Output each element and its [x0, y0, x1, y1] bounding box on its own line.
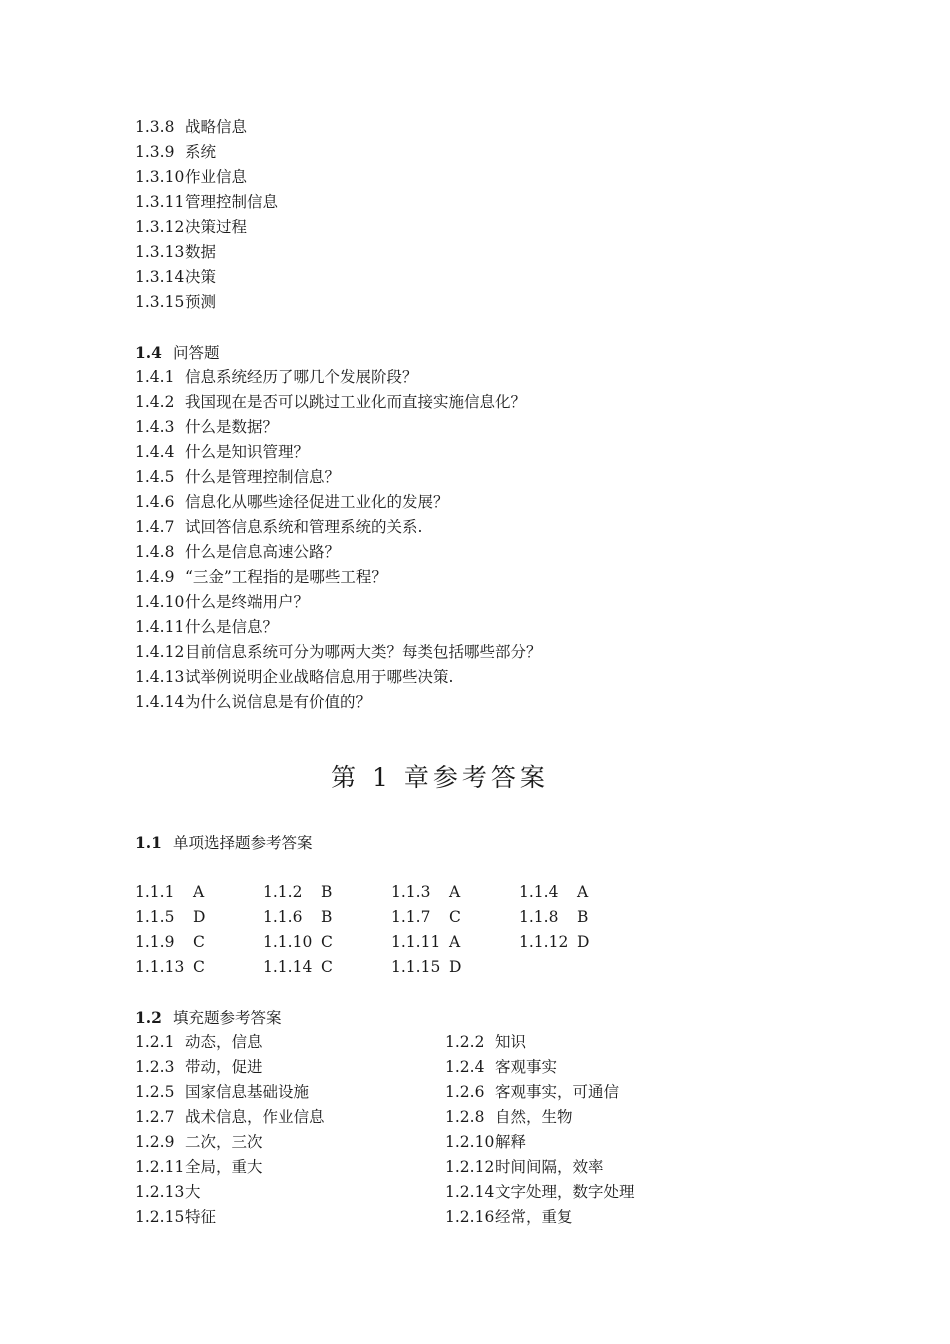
answer-row: [135, 1180, 835, 1205]
answer-cell: [519, 880, 647, 905]
answer-cell: [445, 1130, 755, 1155]
answer-number: 1.2.1: [135, 1033, 175, 1051]
answer-value: 文字处理，数字处理: [495, 1183, 635, 1201]
answer-value: C: [321, 933, 333, 951]
answer-number: 1.2.15: [135, 1208, 185, 1226]
question-item: [135, 365, 835, 390]
answer-value: D: [449, 958, 462, 976]
item-number: 1.3.14: [135, 268, 185, 286]
list-item: [135, 290, 835, 315]
item-text: 什么是数据？: [185, 418, 279, 436]
section-1-3-list: [135, 115, 835, 315]
question-item: [135, 465, 835, 490]
answer-row: [135, 1030, 835, 1055]
question-item: [135, 390, 835, 415]
item-number: 1.4.3: [135, 418, 175, 436]
answer-value: 客观事实，可通信: [495, 1083, 620, 1101]
answer-number: 1.2.11: [135, 1158, 185, 1176]
item-text: 我国现在是否可以跳过工业化而直接实施信息化？: [185, 393, 527, 411]
answer-value: 全局，重大: [185, 1158, 263, 1176]
answer-value: A: [577, 883, 589, 901]
question-item: [135, 665, 835, 690]
answer-cell: [391, 880, 519, 905]
answer-value: B: [321, 908, 333, 926]
answer-value: 国家信息基础设施: [185, 1083, 310, 1101]
list-item: [135, 190, 835, 215]
answer-number: 1.1.12: [519, 933, 569, 951]
answer-cell: [135, 1055, 445, 1080]
document-page: [135, 115, 835, 1230]
answer-number: 1.1.13: [135, 958, 185, 976]
item-number: 1.4.5: [135, 468, 175, 486]
item-text: “三金”工程指的是哪些工程？: [185, 568, 387, 586]
spacer: [135, 980, 835, 1005]
answer-value: 时间间隔，效率: [495, 1158, 604, 1176]
item-number: 1.3.8: [135, 118, 175, 136]
answer-value: 经常，重复: [495, 1208, 573, 1226]
item-text: 什么是管理控制信息？: [185, 468, 341, 486]
item-number: 1.4.1: [135, 368, 175, 386]
answer-value: A: [449, 883, 461, 901]
list-item: [135, 165, 835, 190]
answer-number: 1.2.14: [445, 1183, 495, 1201]
item-text: 什么是终端用户？: [185, 593, 310, 611]
answer-number: 1.1.2: [263, 883, 303, 901]
answer-value: 解释: [495, 1133, 527, 1151]
answer-row: [135, 1130, 835, 1155]
answer-value: C: [449, 908, 461, 926]
answer-value: B: [321, 883, 333, 901]
chapter-title: 第 1 章参考答案: [331, 763, 549, 792]
item-number: 1.4.12: [135, 643, 185, 661]
answer-cell: [519, 905, 647, 930]
item-text: 决策: [185, 268, 217, 286]
spacer: [135, 315, 835, 340]
answer-number: 1.2.4: [445, 1058, 485, 1076]
item-number: 1.4.6: [135, 493, 175, 511]
answer-cell: [445, 1055, 755, 1080]
answer-row: [135, 1055, 835, 1080]
answer-number: 1.2.2: [445, 1033, 485, 1051]
answers-1-1-grid: [135, 880, 835, 980]
item-number: 1.3.9: [135, 143, 175, 161]
question-item: [135, 690, 835, 715]
answer-value: C: [321, 958, 333, 976]
item-text: 数据: [185, 243, 217, 261]
question-item: [135, 490, 835, 515]
item-number: 1.4.13: [135, 668, 185, 686]
answer-value: C: [193, 958, 205, 976]
answer-number: 1.2.12: [445, 1158, 495, 1176]
item-text: 试回答信息系统和管理系统的关系.: [185, 518, 423, 536]
spacer: [135, 715, 835, 758]
item-number: 1.4.7: [135, 518, 175, 536]
answer-number: 1.2.5: [135, 1083, 175, 1101]
section-number: 1.1: [135, 833, 162, 852]
answer-number: 1.2.10: [445, 1133, 495, 1151]
answer-cell: [135, 1105, 445, 1130]
answer-row: [135, 930, 835, 955]
answer-value: 特征: [185, 1208, 217, 1226]
spacer: [135, 798, 835, 830]
section-title: 填充题参考答案: [173, 1009, 282, 1027]
answer-value: D: [193, 908, 206, 926]
answer-value: D: [577, 933, 590, 951]
answer-row: [135, 880, 835, 905]
answer-cell: [135, 1030, 445, 1055]
list-item: [135, 115, 835, 140]
answer-number: 1.1.1: [135, 883, 175, 901]
question-item: [135, 615, 835, 640]
answer-cell: [445, 1030, 755, 1055]
item-text: 作业信息: [185, 168, 248, 186]
answer-number: 1.1.9: [135, 933, 175, 951]
answer-number: 1.1.4: [519, 883, 559, 901]
answer-cell: [263, 905, 391, 930]
item-text: 信息化从哪些途径促进工业化的发展？: [185, 493, 449, 511]
section-title: 问答题: [173, 344, 220, 362]
section-title: 单项选择题参考答案: [173, 834, 313, 852]
answer-cell: [445, 1155, 755, 1180]
answer-value: 二次，三次: [185, 1133, 263, 1151]
section-1-4-list: [135, 365, 835, 715]
answer-value: 客观事实: [495, 1058, 558, 1076]
answer-cell: [135, 955, 263, 980]
item-text: 什么是知识管理？: [185, 443, 310, 461]
item-number: 1.3.15: [135, 293, 185, 311]
answer-number: 1.2.3: [135, 1058, 175, 1076]
answer-cell: [391, 905, 519, 930]
answer-number: 1.2.8: [445, 1108, 485, 1126]
item-text: 信息系统经历了哪几个发展阶段？: [185, 368, 418, 386]
spacer: [135, 855, 835, 880]
item-text: 为什么说信息是有价值的？: [185, 693, 372, 711]
answer-cell: [445, 1080, 755, 1105]
answer-value: 自然，生物: [495, 1108, 573, 1126]
item-number: 1.4.9: [135, 568, 175, 586]
answer-cell: [135, 1080, 445, 1105]
answer-value: C: [193, 933, 205, 951]
section-heading-1-4: [135, 340, 835, 365]
item-text: 决策过程: [185, 218, 248, 236]
answer-cell: [445, 1205, 755, 1230]
item-text: 管理控制信息: [185, 193, 279, 211]
item-number: 1.3.11: [135, 193, 185, 211]
item-text: 战略信息: [185, 118, 248, 136]
section-number: 1.2: [135, 1008, 162, 1027]
answer-row: [135, 955, 835, 980]
item-number: 1.4.11: [135, 618, 185, 636]
answer-number: 1.1.7: [391, 908, 431, 926]
question-item: [135, 565, 835, 590]
answer-cell: [135, 1155, 445, 1180]
answer-cell: [519, 930, 647, 955]
answer-number: 1.1.10: [263, 933, 313, 951]
answer-cell: [263, 880, 391, 905]
answer-cell: [263, 930, 391, 955]
answer-cell: [445, 1180, 755, 1205]
answer-cell: [135, 880, 263, 905]
question-item: [135, 590, 835, 615]
list-item: [135, 140, 835, 165]
answer-value: A: [193, 883, 205, 901]
answer-number: 1.1.8: [519, 908, 559, 926]
answer-number: 1.1.11: [391, 933, 441, 951]
question-item: [135, 540, 835, 565]
answer-cell: [135, 905, 263, 930]
answer-cell: [391, 955, 519, 980]
answer-number: 1.2.9: [135, 1133, 175, 1151]
question-item: [135, 440, 835, 465]
answer-row: [135, 1105, 835, 1130]
answer-number: 1.1.15: [391, 958, 441, 976]
item-number: 1.4.10: [135, 593, 185, 611]
item-number: 1.3.10: [135, 168, 185, 186]
question-item: [135, 515, 835, 540]
answer-cell: [391, 930, 519, 955]
item-text: 什么是信息？: [185, 618, 279, 636]
answer-cell: [135, 930, 263, 955]
answer-value: 大: [185, 1183, 201, 1201]
answer-value: 动态，信息: [185, 1033, 263, 1051]
answer-number: 1.2.7: [135, 1108, 175, 1126]
answer-row: [135, 1155, 835, 1180]
item-text: 试举例说明企业战略信息用于哪些决策.: [185, 668, 454, 686]
question-item: [135, 640, 835, 665]
answer-row: [135, 905, 835, 930]
item-text: 系统: [185, 143, 217, 161]
answer-value: 带动，促进: [185, 1058, 263, 1076]
section-heading-1-2: [135, 1005, 835, 1030]
answer-cell: [135, 1205, 445, 1230]
list-item: [135, 240, 835, 265]
answer-row: [135, 1080, 835, 1105]
item-number: 1.4.8: [135, 543, 175, 561]
answer-number: 1.1.3: [391, 883, 431, 901]
answer-cell: [135, 1130, 445, 1155]
item-text: 目前信息系统可分为哪两大类？每类包括哪些部分？: [185, 643, 542, 661]
answer-value: A: [449, 933, 461, 951]
question-item: [135, 415, 835, 440]
answer-cell: [135, 1180, 445, 1205]
answer-number: 1.1.6: [263, 908, 303, 926]
list-item: [135, 215, 835, 240]
answer-value: 战术信息，作业信息: [185, 1108, 325, 1126]
item-number: 1.4.2: [135, 393, 175, 411]
answer-row: [135, 1205, 835, 1230]
item-number: 1.3.13: [135, 243, 185, 261]
answer-number: 1.1.14: [263, 958, 313, 976]
answer-cell: [445, 1105, 755, 1130]
answer-value: B: [577, 908, 589, 926]
answer-number: 1.2.16: [445, 1208, 495, 1226]
section-heading-1-1: [135, 830, 835, 855]
answer-value: 知识: [495, 1033, 527, 1051]
list-item: [135, 265, 835, 290]
answer-cell: [263, 955, 391, 980]
answer-number: 1.2.6: [445, 1083, 485, 1101]
answer-number: 1.1.5: [135, 908, 175, 926]
item-text: 预测: [185, 293, 217, 311]
section-number: 1.4: [135, 343, 162, 362]
answer-number: 1.2.13: [135, 1183, 185, 1201]
item-number: 1.3.12: [135, 218, 185, 236]
item-number: 1.4.4: [135, 443, 175, 461]
item-text: 什么是信息高速公路？: [185, 543, 341, 561]
item-number: 1.4.14: [135, 693, 185, 711]
answers-1-2-grid: [135, 1030, 835, 1230]
